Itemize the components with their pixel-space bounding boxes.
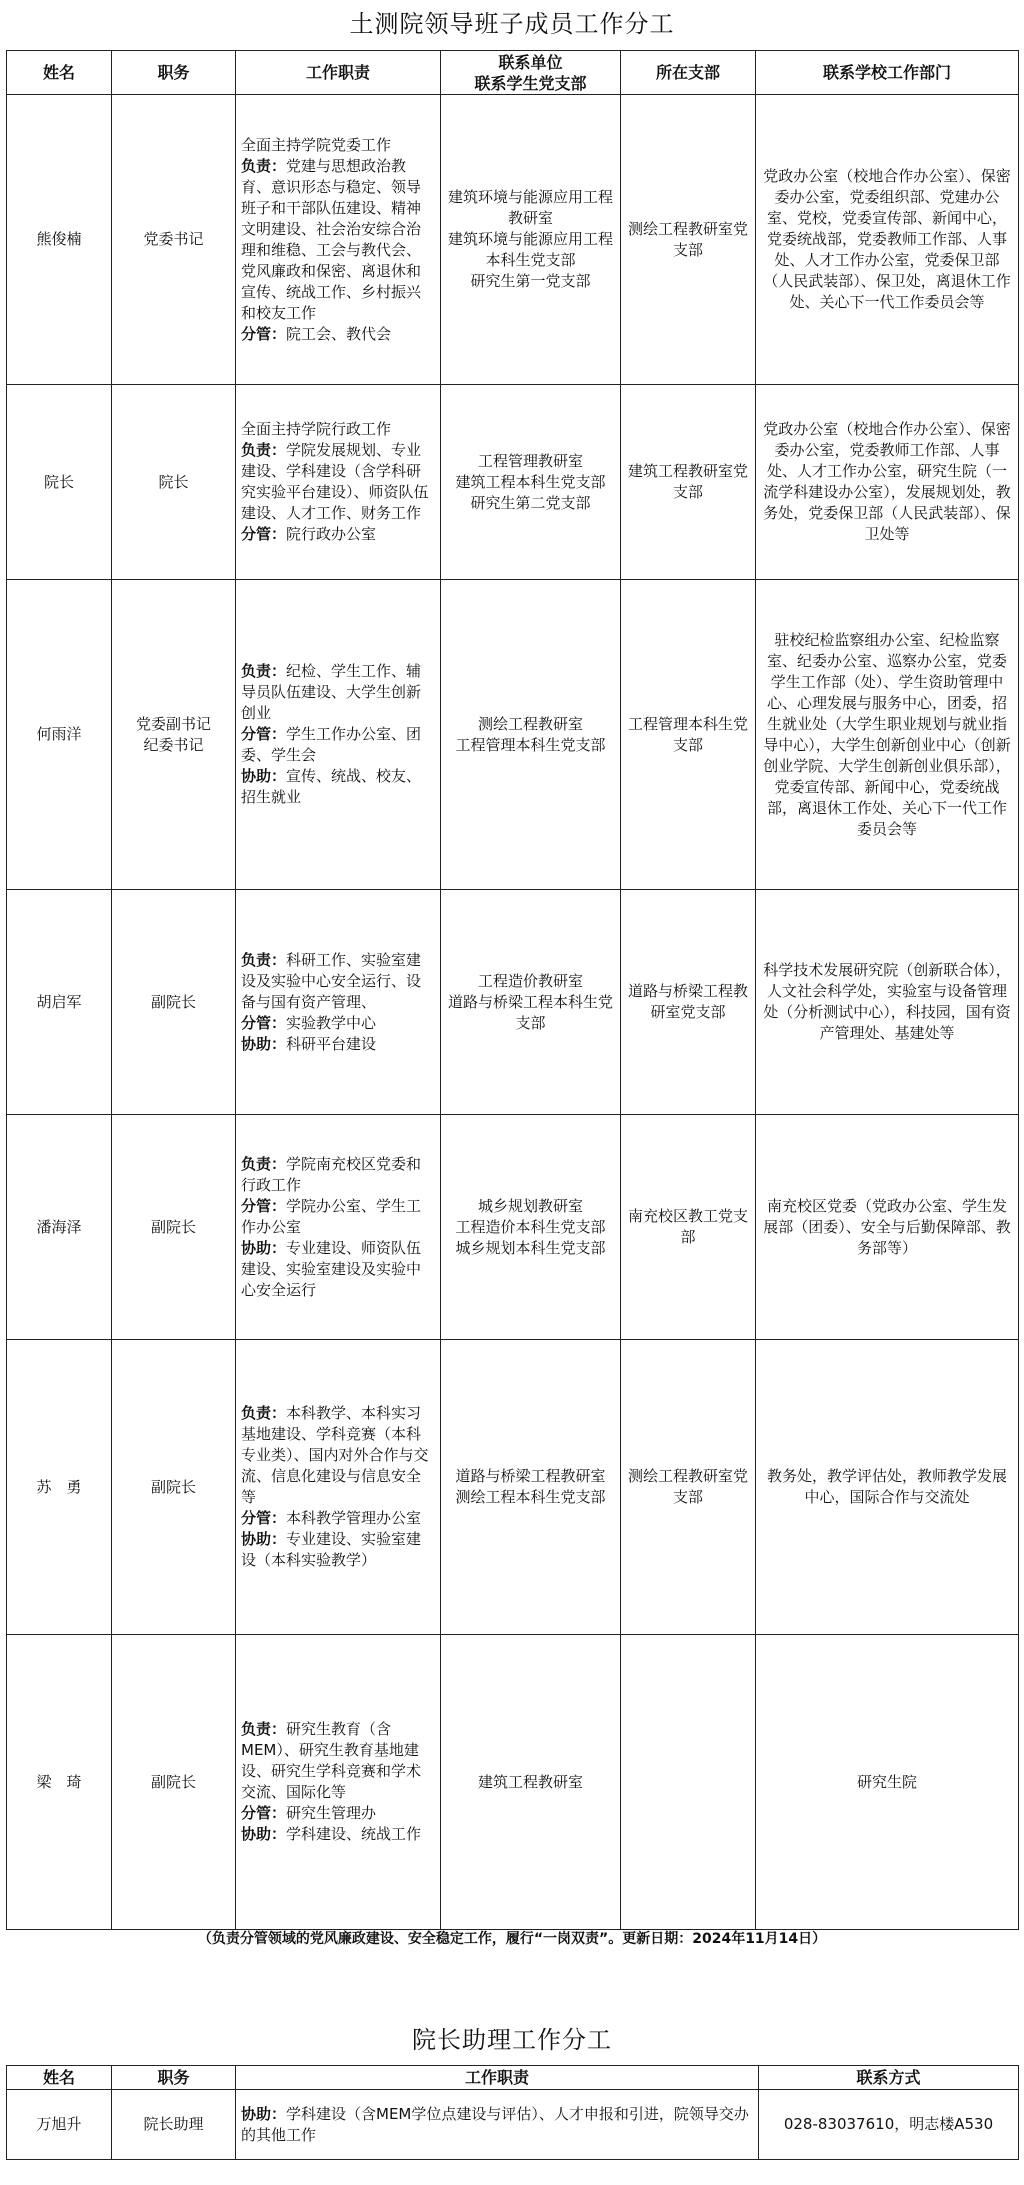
cell-branch: 测绘工程教研室党支部 bbox=[621, 1340, 756, 1635]
cell-contact-unit: 建筑环境与能源应用工程教研室 建筑环境与能源应用工程本科生党支部 研究生第一党支部 bbox=[441, 95, 621, 385]
header-branch: 所在支部 bbox=[621, 51, 756, 95]
header-depts: 联系学校工作部门 bbox=[756, 51, 1019, 95]
cell-position: 副院长 bbox=[112, 1115, 236, 1340]
header-name: 姓名 bbox=[7, 51, 112, 95]
cell-position: 院长助理 bbox=[112, 2090, 236, 2160]
cell-name: 苏 勇 bbox=[7, 1340, 112, 1635]
cell-contact: 028-83037610，明志楼A530 bbox=[759, 2090, 1019, 2160]
cell-name: 胡启军 bbox=[7, 890, 112, 1115]
header-name: 姓名 bbox=[7, 2066, 112, 2090]
cell-branch: 南充校区教工党支部 bbox=[621, 1115, 756, 1340]
table-row bbox=[7, 580, 1019, 890]
header-duties: 工作职责 bbox=[236, 2066, 759, 2090]
cell-depts: 南充校区党委（党政办公室、学生发展部（团委）、安全与后勤保障部、教务部等） bbox=[756, 1115, 1019, 1340]
cell-name: 万旭升 bbox=[7, 2090, 112, 2160]
cell-duties: 负责：纪检、学生工作、辅导员队伍建设、大学生创新创业 分管：学生工作办公室、团委、学生会 协助：宣传、统战、校友、招生就业 bbox=[236, 580, 441, 890]
cell-position: 党委副书记 纪委书记 bbox=[112, 580, 236, 890]
cell-position: 院长 bbox=[112, 385, 236, 580]
cell-contact-unit: 城乡规划教研室 工程造价本科生党支部 城乡规划本科生党支部 bbox=[441, 1115, 621, 1340]
header-contact: 联系方式 bbox=[759, 2066, 1019, 2090]
leadership-table bbox=[6, 50, 1019, 1930]
cell-duties: 全面主持学院行政工作 负责：学院发展规划、专业建设、学科建设（含学科研究实验平台建设）、师资队伍建设、人才工作、财务工作 分管：院行政办公室 bbox=[236, 385, 441, 580]
table-row bbox=[7, 95, 1019, 385]
cell-branch: 工程管理本科生党支部 bbox=[621, 580, 756, 890]
header-duties: 工作职责 bbox=[236, 51, 441, 95]
cell-depts: 党政办公室（校地合作办公室）、保密委办公室，党委组织部、党建办公室、党校，党委宣传部、新闻中心，党委统战部，党委教师工作部、人事处、人才工作办公室，党委保卫部（人民武装部）、保卫处，离退休工作处、关心下一代工作委员会等 bbox=[756, 95, 1019, 385]
table-row bbox=[7, 1340, 1019, 1635]
cell-name: 潘海泽 bbox=[7, 1115, 112, 1340]
cell-depts: 科学技术发展研究院（创新联合体），人文社会科学处，实验室与设备管理处（分析测试中心），科技园，国有资产管理处、基建处等 bbox=[756, 890, 1019, 1115]
cell-duties: 协助：学科建设（含MEM学位点建设与评估）、人才申报和引进，院领导交办的其他工作 bbox=[236, 2090, 759, 2160]
cell-branch bbox=[621, 1635, 756, 1930]
assistant-header-row bbox=[7, 2066, 1019, 2090]
cell-depts: 驻校纪检监察组办公室、纪检监察室、纪委办公室、巡察办公室，党委学生工作部（处）、学生资助管理中心、心理发展与服务中心，团委，招生就业处（大学生职业规划与就业指导中心），大学生创新创业中心（创新创业学院、大学生创新创业俱乐部），党委宣传部、新闻中心，党委统战部，离退休工作处、关心下一代工作委员会等 bbox=[756, 580, 1019, 890]
table-row bbox=[7, 2090, 1019, 2160]
footnote: （负责分管领域的党风廉政建设、安全稳定工作，履行“一岗双责”。更新日期：2024年11月14日） bbox=[197, 1931, 827, 1947]
cell-duties: 负责：学院南充校区党委和行政工作 分管：学院办公室、学生工作办公室 协助：专业建设、师资队伍建设、实验室建设及实验中心安全运行 bbox=[236, 1115, 441, 1340]
table-row bbox=[7, 385, 1019, 580]
cell-duties: 负责：本科教学、本科实习基地建设、学科竞赛（本科专业类）、国内对外合作与交流、信息化建设与信息安全等 分管：本科教学管理办公室 协助：专业建设、实验室建设（本科实验教学） bbox=[236, 1340, 441, 1635]
cell-duties: 负责：科研工作、实验室建设及实验中心安全运行、设备与国有资产管理、 分管：实验教学中心 协助：科研平台建设 bbox=[236, 890, 441, 1115]
cell-depts: 研究生院 bbox=[756, 1635, 1019, 1930]
cell-contact-unit: 测绘工程教研室 工程管理本科生党支部 bbox=[441, 580, 621, 890]
table-header-row bbox=[7, 51, 1019, 95]
cell-branch: 测绘工程教研室党支部 bbox=[621, 95, 756, 385]
header-position: 职务 bbox=[112, 2066, 236, 2090]
header-position: 职务 bbox=[112, 51, 236, 95]
cell-contact-unit: 道路与桥梁工程教研室 测绘工程本科生党支部 bbox=[441, 1340, 621, 1635]
table-row bbox=[7, 1115, 1019, 1340]
cell-contact-unit: 工程造价教研室 道路与桥梁工程本科生党支部 bbox=[441, 890, 621, 1115]
cell-position: 副院长 bbox=[112, 890, 236, 1115]
cell-duties: 全面主持学院党委工作 负责：党建与思想政治教育、意识形态与稳定、领导班子和干部队伍建设、精神文明建设、社会治安综合治理和维稳、工会与教代会、党风廉政和保密、离退休和宣传、统战工作、乡村振兴和校友工作 分管：院工会、教代会 bbox=[236, 95, 441, 385]
cell-name: 何雨洋 bbox=[7, 580, 112, 890]
cell-branch: 建筑工程教研室党支部 bbox=[621, 385, 756, 580]
cell-position: 党委书记 bbox=[112, 95, 236, 385]
page-title: 土测院领导班子成员工作分工 bbox=[349, 10, 675, 38]
cell-name: 梁 琦 bbox=[7, 1635, 112, 1930]
cell-depts: 教务处，教学评估处，教师教学发展中心，国际合作与交流处 bbox=[756, 1340, 1019, 1635]
cell-name: 院长 bbox=[7, 385, 112, 580]
cell-duties: 负责：研究生教育（含MEM）、研究生教育基地建设、研究生学科竞赛和学术交流、国际化等 分管：研究生管理办 协助：学科建设、统战工作 bbox=[236, 1635, 441, 1930]
cell-depts: 党政办公室（校地合作办公室）、保密委办公室，党委教师工作部、人事处、人才工作办公室，研究生院（一流学科建设办公室），发展规划处，教务处，党委保卫部（人民武装部）、保卫处等 bbox=[756, 385, 1019, 580]
header-contact-unit: 联系单位 联系学生党支部 bbox=[441, 51, 621, 95]
assistant-table bbox=[6, 2065, 1019, 2160]
cell-position: 副院长 bbox=[112, 1635, 236, 1930]
cell-position: 副院长 bbox=[112, 1340, 236, 1635]
assistant-title: 院长助理工作分工 bbox=[412, 2026, 612, 2054]
table-row bbox=[7, 1635, 1019, 1930]
table-row bbox=[7, 890, 1019, 1115]
cell-name: 熊俊楠 bbox=[7, 95, 112, 385]
cell-contact-unit: 建筑工程教研室 bbox=[441, 1635, 621, 1930]
cell-contact-unit: 工程管理教研室 建筑工程本科生党支部 研究生第二党支部 bbox=[441, 385, 621, 580]
cell-branch: 道路与桥梁工程教研室党支部 bbox=[621, 890, 756, 1115]
